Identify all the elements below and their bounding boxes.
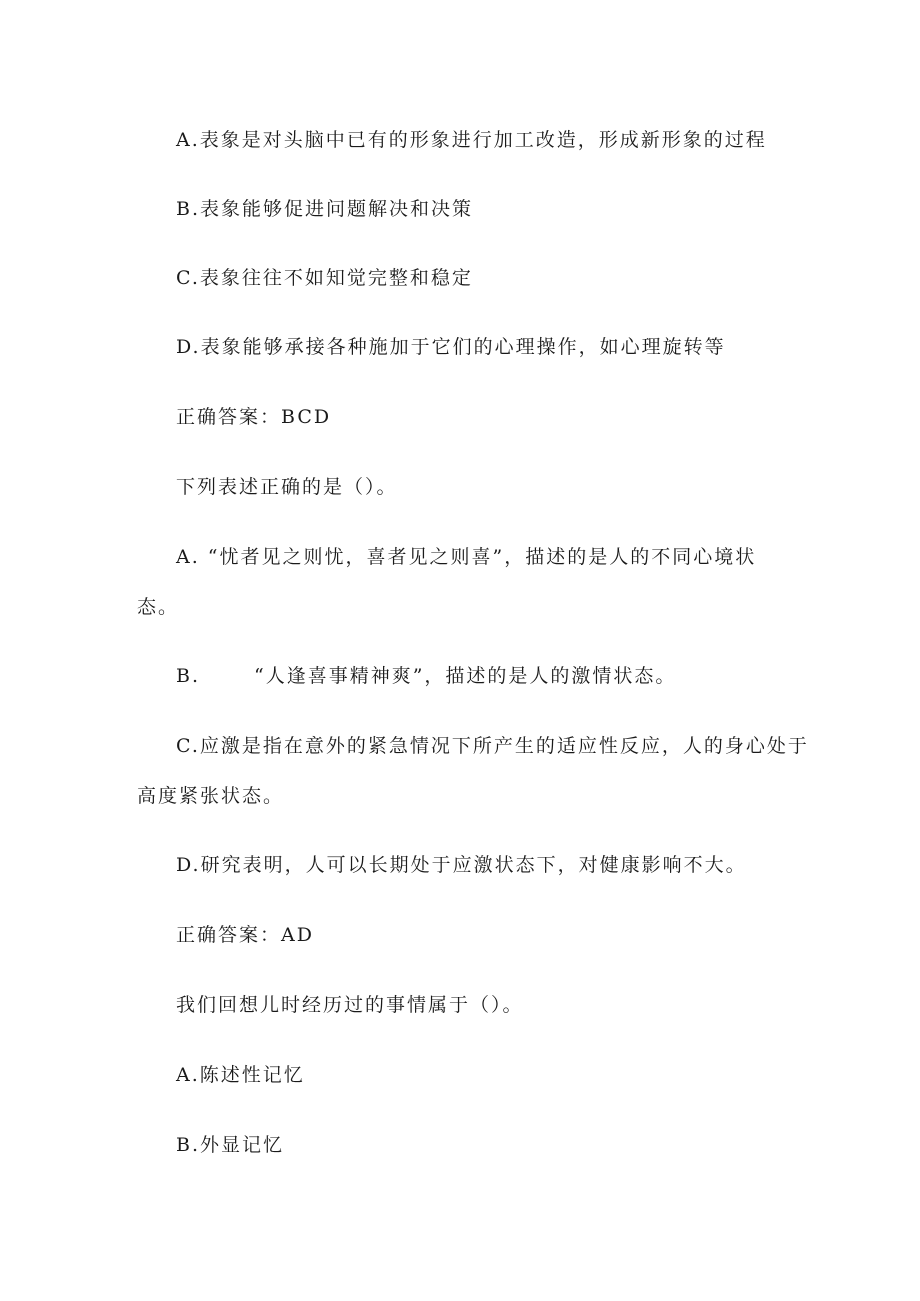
q2-option-d: D.研究表明，人可以长期处于应激状态下，对健康影响不大。 <box>176 854 747 876</box>
q2-option-c-line1: C.应激是指在意外的紧急情况下所产生的适应性反应，人的身心处于 <box>176 735 809 757</box>
q1-option-d: D.表象能够承接各种施加于它们的心理操作，如心理旋转等 <box>176 336 726 358</box>
q3-option-b: B.外显记忆 <box>176 1134 285 1156</box>
q1-answer: 正确答案：BCD <box>176 406 332 428</box>
q1-option-c: C.表象往往不如知觉完整和稳定 <box>176 267 473 289</box>
q2-option-b <box>176 664 676 688</box>
q2-option-a-line2: 态。 <box>137 596 180 618</box>
q1-option-a: A.表象是对头脑中已有的形象进行加工改造，形成新形象的过程 <box>176 129 767 151</box>
q2-option-b-text: “人逢喜事精神爽”，描述的是人的激情状态。 <box>254 665 677 687</box>
q2-option-b-label: B. <box>176 665 201 687</box>
q2-option-a-line1: A. “忧者见之则忧，喜者见之则喜”，描述的是人的不同心境状 <box>176 546 757 568</box>
q1-option-b: B.表象能够促进问题解决和决策 <box>176 198 474 220</box>
q3-option-a: A.陈述性记忆 <box>176 1064 305 1086</box>
q2-answer: 正确答案：AD <box>176 924 314 946</box>
q2-question: 下列表述正确的是（）。 <box>176 476 398 498</box>
q3-question: 我们回想儿时经历过的事情属于（）。 <box>176 994 524 1016</box>
q2-option-c-line2: 高度紧张状态。 <box>137 785 285 807</box>
